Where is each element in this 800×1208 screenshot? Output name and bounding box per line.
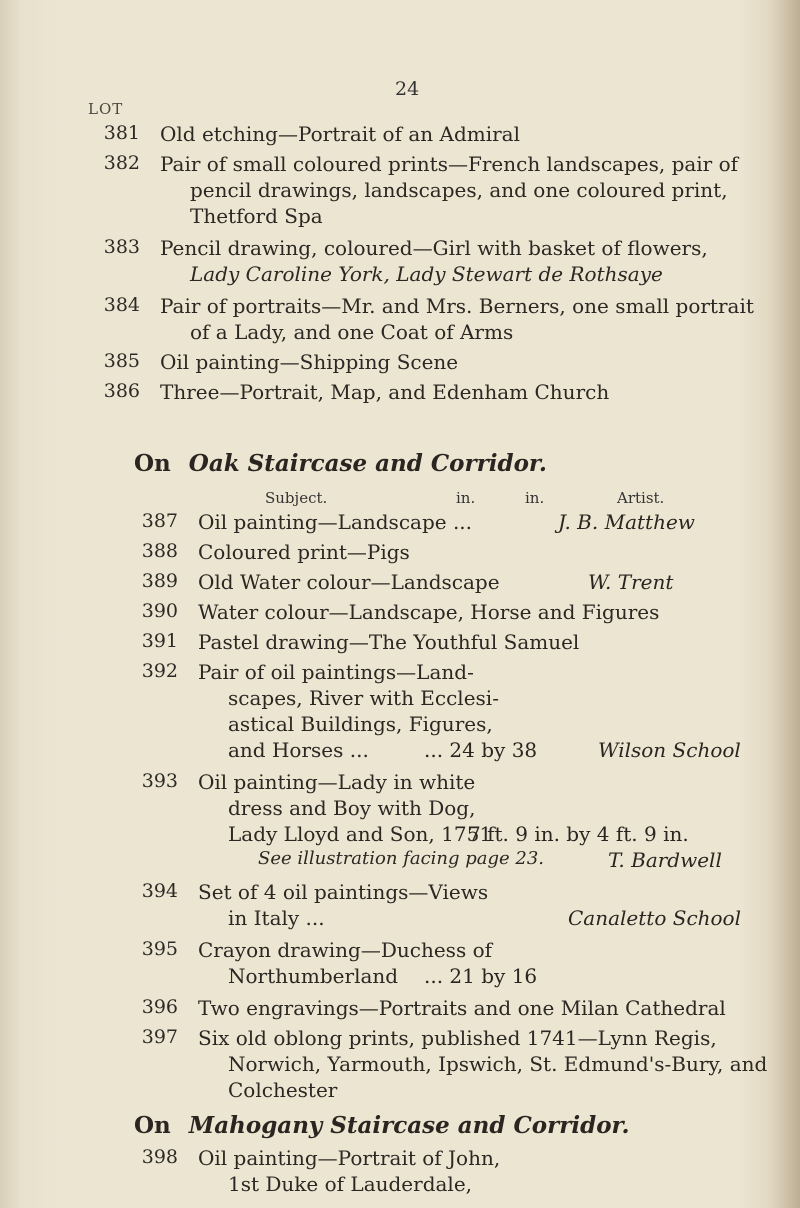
lot-description: Pencil drawing, coloured—Girl with basket of flowers, xyxy=(160,236,708,260)
lot-description: Pair of small coloured prints—French landscapes, pair of xyxy=(160,152,739,176)
lot-number: 395 xyxy=(141,938,178,960)
lot-number: 393 xyxy=(141,770,178,792)
section-heading-oak xyxy=(134,450,547,477)
lot-entry xyxy=(0,122,800,152)
lot-entry xyxy=(0,380,800,410)
lot-description-line: astical Buildings, Figures, xyxy=(228,712,493,736)
lot-description-line: pencil drawings, landscapes, and one coloured print, xyxy=(190,178,728,202)
lot-description-line: Thetford Spa xyxy=(190,204,323,228)
lot-artist: T. Bardwell xyxy=(608,848,722,872)
lot-illustration-note: See illustration facing page 23. xyxy=(258,848,545,869)
lot-description: Oil painting—Landscape ... xyxy=(198,510,473,534)
lot-entry xyxy=(0,510,800,540)
lot-artist: Canaletto School xyxy=(568,906,741,930)
lot-entry xyxy=(0,600,800,630)
lot-description: Crayon drawing—Duchess of xyxy=(198,938,493,962)
lot-entry xyxy=(0,630,800,660)
lot-description: Pair of oil paintings—Land- xyxy=(198,660,474,684)
lot-number: 389 xyxy=(141,570,178,592)
section-on-label: On xyxy=(134,1112,171,1139)
lot-description: Pastel drawing—The Youthful Samuel xyxy=(198,630,580,654)
lot-description-line: Northumberland xyxy=(228,964,399,988)
lot-description: Oil painting—Lady in white xyxy=(198,770,476,794)
lot-description-line: Lady Lloyd and Son, 1751 xyxy=(228,822,493,846)
lot-number: 391 xyxy=(141,630,178,652)
lot-description-line: Lady Caroline York, Lady Stewart de Rothsaye xyxy=(190,262,663,286)
lot-entry xyxy=(0,570,800,600)
lot-entry xyxy=(0,540,800,570)
lot-artist: W. Trent xyxy=(588,570,674,594)
lot-description: Set of 4 oil paintings—Views xyxy=(198,880,489,904)
lot-number: 396 xyxy=(141,996,178,1018)
lot-entry xyxy=(0,996,800,1026)
lot-description: Old Water colour—Landscape xyxy=(198,570,500,594)
lot-number: 392 xyxy=(141,660,178,682)
section-heading-mahogany xyxy=(134,1112,630,1139)
lot-number: 386 xyxy=(103,380,140,402)
column-header-subject: Subject. xyxy=(265,489,328,507)
lot-number: 385 xyxy=(103,350,140,372)
lot-description-line: in Italy ... xyxy=(228,906,325,930)
column-header-in: in. xyxy=(456,489,476,507)
lot-description: Three—Portrait, Map, and Edenham Church xyxy=(160,380,610,404)
lot-number: 387 xyxy=(141,510,178,532)
lot-description: Water colour—Landscape, Horse and Figures xyxy=(198,600,660,624)
lot-description: Two engravings—Portraits and one Milan Cathedral xyxy=(198,996,726,1020)
column-header-artist: Artist. xyxy=(617,489,665,507)
lot-size: ... 24 by 38 xyxy=(424,738,538,762)
lot-description-line: and Horses ... xyxy=(228,738,369,762)
lot-description: Oil painting—Portrait of John, xyxy=(198,1146,501,1170)
lot-description: Six old oblong prints, published 1741—Lynn Regis, xyxy=(198,1026,717,1050)
column-header-in: in. xyxy=(525,489,545,507)
lot-number: 394 xyxy=(141,880,178,902)
lot-number: 388 xyxy=(141,540,178,562)
lot-number: 381 xyxy=(103,122,140,144)
lot-entry xyxy=(0,350,800,380)
lot-description: Old etching—Portrait of an Admiral xyxy=(160,122,520,146)
section-title: Mahogany Staircase and Corridor. xyxy=(188,1112,630,1139)
lot-description-line: scapes, River with Ecclesi- xyxy=(228,686,499,710)
lot-number: 397 xyxy=(141,1026,178,1048)
lot-artist: J. B. Matthew xyxy=(558,510,695,534)
lot-number: 384 xyxy=(103,294,140,316)
lot-artist: Wilson School xyxy=(598,738,741,762)
lot-description-line: 1st Duke of Lauderdale, xyxy=(228,1172,473,1196)
lot-description-line: dress and Boy with Dog, xyxy=(228,796,476,820)
lot-description-line: of a Lady, and one Coat of Arms xyxy=(190,320,514,344)
lot-number: 398 xyxy=(141,1146,178,1168)
lot-entry xyxy=(0,938,800,968)
lot-description: Pair of portraits—Mr. and Mrs. Berners, one small portrait xyxy=(160,294,754,318)
lot-number: 382 xyxy=(103,152,140,174)
lot-column-heading: LOT xyxy=(88,100,124,118)
lot-number: 383 xyxy=(103,236,140,258)
section-on-label: On xyxy=(134,450,171,477)
lot-description: Oil painting—Shipping Scene xyxy=(160,350,459,374)
lot-description-line: Colchester xyxy=(228,1078,338,1102)
section-title: Oak Staircase and Corridor. xyxy=(188,450,547,477)
page-number: 24 xyxy=(395,78,420,100)
lot-size: ... 21 by 16 xyxy=(424,964,538,988)
lot-description-line: Norwich, Yarmouth, Ipswich, St. Edmund's-Bury, and xyxy=(228,1052,768,1076)
lot-size: 7 ft. 9 in. by 4 ft. 9 in. xyxy=(468,822,689,846)
lot-description: Coloured print—Pigs xyxy=(198,540,410,564)
lot-number: 390 xyxy=(141,600,178,622)
